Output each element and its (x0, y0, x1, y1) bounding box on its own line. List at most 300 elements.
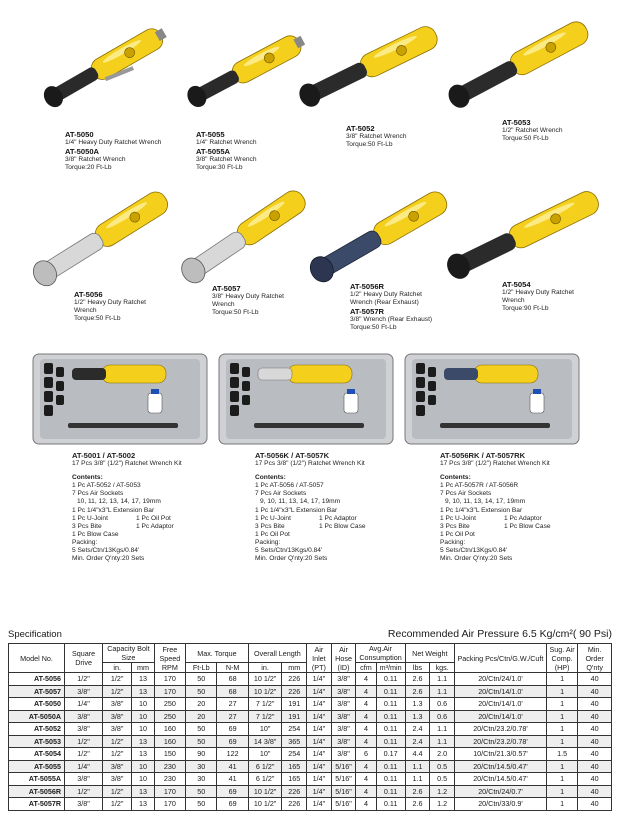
cell-torque-ftlb: 20 (186, 710, 217, 723)
product-torque: Torque:50 Ft-Lb (212, 309, 259, 316)
kit-content-item: 1 Pc Adaptor (136, 522, 174, 530)
cell-drive: 1/4" (65, 760, 103, 773)
cell-packing: 20/Ctn/14/1.0' (455, 685, 547, 698)
kit-content-line: 1 Pc 1/4"x3"L Extension Bar (72, 506, 155, 514)
cell-length-mm: 226 (282, 785, 307, 798)
cell-m3min: 0.11 (376, 698, 405, 711)
cell-packing: 20/Ctn/23.2/0.78' (455, 735, 547, 748)
specification-header (8, 627, 612, 643)
col-length-mm: mm (282, 663, 307, 673)
cell-lbs: 1.1 (405, 760, 430, 773)
kit-content-line: 9, 10, 11, 13, 14, 17, 19mm (445, 498, 526, 506)
kit-content-pair (255, 523, 405, 531)
product-description: 3/8" Ratchet Wrench (65, 156, 126, 163)
cell-comp: 1.5 (546, 748, 577, 761)
cell-speed: 150 (154, 748, 185, 761)
cell-capacity-in: 3/8" (103, 723, 132, 736)
kit-case-image-at-5056k (218, 353, 394, 445)
specification-title: Specification (8, 629, 62, 640)
col-capacity-in: in. (103, 663, 132, 673)
cell-hose: 3/8" (331, 710, 356, 723)
cell-lbs: 2.4 (405, 735, 430, 748)
cell-torque-nm: 41 (217, 773, 248, 786)
model-number: AT-5057 (212, 284, 241, 293)
cell-m3min: 0.11 (376, 760, 405, 773)
cell-torque-ftlb: 30 (186, 760, 217, 773)
ratchet-wrench-image-at-5054 (440, 178, 610, 290)
cell-capacity-mm: 10 (132, 723, 154, 736)
product-description: Wrench (212, 301, 235, 308)
product-description: 1/2" Heavy Duty Ratchet (74, 299, 146, 306)
cell-m3min: 0.11 (376, 735, 405, 748)
kit-content-item: 3 Pcs Bite (72, 522, 102, 530)
kit-content-item: 1 Pc Adaptor (319, 514, 357, 522)
ratchet-wrench-image-at-5050 (30, 8, 180, 123)
kit-content-pair (440, 523, 600, 531)
cell-inlet: 1/4" (307, 698, 332, 711)
cell-min-order: 40 (578, 710, 612, 723)
cell-torque-nm: 69 (217, 735, 248, 748)
table-row (9, 698, 612, 711)
kit-contents-heading: Contents: (255, 474, 286, 482)
table-row (9, 685, 612, 698)
cell-length-in: 10 1/2" (248, 685, 282, 698)
cell-length-mm: 191 (282, 698, 307, 711)
kit-content-pair (440, 515, 600, 523)
specification-table (8, 643, 612, 811)
kit-packing-label: Packing: (255, 538, 281, 546)
cell-length-mm: 165 (282, 760, 307, 773)
product-description: Wrench (Rear Exhaust) (350, 299, 419, 306)
cell-drive: 1/2" (65, 673, 103, 686)
cell-min-order: 40 (578, 773, 612, 786)
kit-min-order: Min. Order Q'nty:20 Sets (72, 555, 145, 563)
kit-content-line: 1 Pc 1/4"x3"L Extension Bar (440, 506, 523, 514)
cell-speed: 160 (154, 723, 185, 736)
cell-comp: 1 (546, 798, 577, 811)
cell-lbs: 1.1 (405, 773, 430, 786)
cell-speed: 230 (154, 760, 185, 773)
cell-torque-ftlb: 50 (186, 735, 217, 748)
cell-kgs: 1.2 (430, 785, 455, 798)
cell-capacity-mm: 13 (132, 748, 154, 761)
cell-lbs: 2.4 (405, 723, 430, 736)
cell-cfm: 4 (356, 785, 376, 798)
kit-content-item: 1 Pc Adaptor (504, 514, 542, 522)
cell-torque-nm: 68 (217, 673, 248, 686)
product-at-5050 (65, 130, 190, 172)
cell-model: AT-5057 (9, 685, 65, 698)
cell-torque-ftlb: 50 (186, 785, 217, 798)
cell-hose: 5/16" (331, 760, 356, 773)
col-consumption: Avg.Air Consumption (356, 644, 405, 663)
cell-comp: 1 (546, 698, 577, 711)
cell-kgs: 1.1 (430, 735, 455, 748)
product-at-5055 (196, 130, 306, 172)
ratchet-wrench-image-at-5053 (440, 6, 600, 124)
cell-min-order: 40 (578, 685, 612, 698)
table-row (9, 748, 612, 761)
kit-subtitle: 17 Pcs 3/8" (1/2") Ratchet Wrench Kit (72, 460, 182, 468)
kit-packing: 5 Sets/Ctn/13Kgs/0.84' (255, 547, 323, 555)
cell-min-order: 40 (578, 698, 612, 711)
cell-torque-ftlb: 30 (186, 773, 217, 786)
cell-lbs: 2.6 (405, 785, 430, 798)
model-number: AT-5052 (346, 124, 375, 133)
cell-speed: 160 (154, 735, 185, 748)
model-number: AT-5053 (502, 118, 531, 127)
cell-packing: 20/Ctn/23.2/0.78' (455, 723, 547, 736)
cell-torque-ftlb: 50 (186, 798, 217, 811)
table-row (9, 798, 612, 811)
cell-comp: 1 (546, 785, 577, 798)
col-weight: Net Weight (405, 644, 454, 663)
cell-capacity-in: 3/8" (103, 773, 132, 786)
cell-torque-ftlb: 50 (186, 673, 217, 686)
kit-content-line: 10, 11, 12, 13, 14, 17, 19mm (77, 498, 161, 506)
cell-packing: 20/Ctn/14.5/0.47' (455, 773, 547, 786)
cell-speed: 170 (154, 685, 185, 698)
cell-capacity-in: 3/8" (103, 760, 132, 773)
cell-packing: 20/Ctn/24/1.0' (455, 673, 547, 686)
model-number: AT-5056R (350, 282, 385, 291)
col-speed: Free Speed RPM (154, 644, 185, 673)
product-description: 1/4" Ratchet Wrench (196, 139, 257, 146)
kit-model-number: AT-5001 / AT-5002 (72, 451, 136, 460)
cell-model: AT-5050A (9, 710, 65, 723)
cell-cfm: 4 (356, 760, 376, 773)
product-description: 1/4" Heavy Duty Ratchet Wrench (65, 139, 162, 146)
cell-capacity-mm: 10 (132, 710, 154, 723)
cell-kgs: 0.5 (430, 773, 455, 786)
cell-length-in: 10 1/2" (248, 798, 282, 811)
cell-cfm: 4 (356, 798, 376, 811)
cell-capacity-mm: 13 (132, 673, 154, 686)
cell-packing: 20/Ctn/14.5/0.47' (455, 760, 547, 773)
product-torque: Torque:30 Ft-Lb (196, 164, 243, 171)
kit-content-pair (72, 523, 222, 531)
product-at-5053 (502, 118, 612, 143)
kit-content-item: 1 Pc Oil Pot (136, 514, 171, 522)
cell-hose: 5/16" (331, 785, 356, 798)
cell-m3min: 0.11 (376, 710, 405, 723)
cell-cfm: 4 (356, 673, 376, 686)
table-row (9, 785, 612, 798)
cell-comp: 1 (546, 723, 577, 736)
cell-min-order: 40 (578, 785, 612, 798)
cell-capacity-mm: 13 (132, 798, 154, 811)
cell-cfm: 4 (356, 698, 376, 711)
cell-cfm: 4 (356, 735, 376, 748)
kit-at-5001 (72, 452, 222, 563)
cell-capacity-in: 1/2" (103, 798, 132, 811)
cell-drive: 3/8" (65, 773, 103, 786)
kit-min-order: Min. Order Q'nty:20 Sets (255, 555, 328, 563)
kit-case-image-at-5001 (32, 353, 208, 445)
recommended-air-pressure: Recommended Air Pressure 6.5 Kg/cm²( 90 Psi) (387, 628, 612, 640)
cell-packing: 20/Ctn/24/0.7' (455, 785, 547, 798)
kit-content-line: 9, 10, 11, 13, 14, 17, 19mm (260, 498, 341, 506)
cell-length-in: 7 1/2" (248, 698, 282, 711)
kit-content-line: 1 Pc Oil Pot (255, 530, 290, 538)
table-row (9, 735, 612, 748)
cell-m3min: 0.11 (376, 673, 405, 686)
cell-length-mm: 191 (282, 710, 307, 723)
kit-content-line: 7 Pcs Air Sockets (255, 490, 307, 498)
cell-length-mm: 226 (282, 685, 307, 698)
col-drive: Square Drive (65, 644, 103, 673)
product-description: 3/8" Heavy Duty Ratchet (212, 293, 284, 300)
kit-content-line: 1 Pc AT-5052 / AT-5053 (72, 482, 141, 490)
cell-kgs: 2.0 (430, 748, 455, 761)
cell-min-order: 40 (578, 673, 612, 686)
cell-length-mm: 254 (282, 748, 307, 761)
cell-comp: 1 (546, 673, 577, 686)
cell-hose: 3/8" (331, 673, 356, 686)
cell-kgs: 1.1 (430, 723, 455, 736)
cell-drive: 3/8" (65, 685, 103, 698)
cell-hose: 3/8" (331, 723, 356, 736)
col-capacity-mm: mm (132, 663, 154, 673)
cell-cfm: 4 (356, 723, 376, 736)
kit-content-item: 1 Pc U-Joint (440, 514, 476, 522)
cell-packing: 20/Ctn/33/0.9' (455, 798, 547, 811)
col-torque-ftlb: Ft-Lb (186, 663, 217, 673)
col-torque: Max. Torque (186, 644, 249, 663)
cell-model: AT-5052 (9, 723, 65, 736)
cell-hose: 5/16" (331, 773, 356, 786)
cell-m3min: 0.11 (376, 785, 405, 798)
kit-content-item: 1 Pc U-Joint (72, 514, 108, 522)
table-row (9, 723, 612, 736)
cell-speed: 230 (154, 773, 185, 786)
cell-torque-ftlb: 90 (186, 748, 217, 761)
col-hose: Air Hose (ID) (331, 644, 356, 673)
cell-inlet: 1/4" (307, 673, 332, 686)
col-model: Model No. (9, 644, 65, 673)
cell-speed: 170 (154, 785, 185, 798)
specification-table-body (9, 673, 612, 811)
product-description: 3/8" Ratchet Wrench (346, 133, 407, 140)
cell-kgs: 1.1 (430, 673, 455, 686)
cell-packing: 20/Ctn/14/1.0' (455, 698, 547, 711)
cell-model: AT-5055A (9, 773, 65, 786)
cell-lbs: 1.3 (405, 698, 430, 711)
cell-capacity-in: 1/2" (103, 785, 132, 798)
cell-model: AT-5054 (9, 748, 65, 761)
cell-model: AT-5057R (9, 798, 65, 811)
cell-speed: 250 (154, 710, 185, 723)
cell-drive: 1/2" (65, 735, 103, 748)
kit-case-image-at-5056rk (404, 353, 580, 445)
kit-content-pair (72, 515, 222, 523)
cell-kgs: 0.6 (430, 698, 455, 711)
kit-min-order: Min. Order Q'nty:20 Sets (440, 555, 513, 563)
cell-hose: 5/16" (331, 798, 356, 811)
cell-length-mm: 226 (282, 673, 307, 686)
table-row (9, 760, 612, 773)
product-at-5054 (502, 280, 612, 313)
col-comp: Sug. Air Comp. (HP) (546, 644, 577, 673)
cell-capacity-in: 1/2" (103, 748, 132, 761)
cell-m3min: 0.11 (376, 773, 405, 786)
col-length-in: in. (248, 663, 282, 673)
model-number: AT-5050 (65, 130, 94, 139)
kit-at-5056rk (440, 452, 600, 563)
cell-hose: 3/8" (331, 748, 356, 761)
cell-torque-ftlb: 50 (186, 685, 217, 698)
cell-drive: 1/2" (65, 785, 103, 798)
model-number: AT-5057R (350, 307, 385, 316)
ratchet-wrench-image-at-5052 (292, 10, 447, 122)
cell-inlet: 1/4" (307, 748, 332, 761)
cell-lbs: 2.6 (405, 798, 430, 811)
product-description: 1/2" Heavy Duty Ratchet (502, 289, 574, 296)
cell-capacity-mm: 13 (132, 685, 154, 698)
col-capacity: Capacity Bolt Size (103, 644, 155, 663)
cell-cfm: 4 (356, 710, 376, 723)
kit-model-number: AT-5056K / AT-5057K (255, 451, 330, 460)
cell-length-mm: 365 (282, 735, 307, 748)
kit-content-line: 1 Pc AT-5057R / AT-5056R (440, 482, 519, 490)
product-description: 3/8" Ratchet Wrench (196, 156, 257, 163)
cell-torque-nm: 69 (217, 723, 248, 736)
table-row (9, 710, 612, 723)
cell-min-order: 40 (578, 798, 612, 811)
kit-packing: 5 Sets/Ctn/13Kgs/0.84' (72, 547, 140, 555)
cell-lbs: 4.4 (405, 748, 430, 761)
product-at-5052 (346, 124, 456, 149)
kit-content-item: 1 Pc Blow Case (319, 522, 366, 530)
product-at-5056r (350, 282, 465, 342)
kit-subtitle: 17 Pcs 3/8" (1/2") Ratchet Wrench Kit (440, 460, 550, 468)
cell-kgs: 1.1 (430, 685, 455, 698)
cell-inlet: 1/4" (307, 685, 332, 698)
cell-model: AT-5055 (9, 760, 65, 773)
cell-capacity-mm: 10 (132, 760, 154, 773)
cell-lbs: 2.6 (405, 673, 430, 686)
cell-torque-nm: 41 (217, 760, 248, 773)
kit-content-item: 1 Pc U-Joint (255, 514, 291, 522)
cell-torque-nm: 68 (217, 685, 248, 698)
product-torque: Torque:20 Ft-Lb (65, 164, 112, 171)
cell-model: AT-5050 (9, 698, 65, 711)
product-at-5056 (74, 290, 184, 323)
cell-kgs: 0.6 (430, 710, 455, 723)
cell-m3min: 0.17 (376, 748, 405, 761)
cell-torque-ftlb: 20 (186, 698, 217, 711)
product-description: Wrench (502, 297, 525, 304)
cell-cfm: 4 (356, 685, 376, 698)
product-description: 1/2" Heavy Duty Ratchet (350, 291, 422, 298)
cell-model: AT-5053 (9, 735, 65, 748)
cell-capacity-mm: 10 (132, 698, 154, 711)
cell-comp: 1 (546, 760, 577, 773)
cell-cfm: 6 (356, 748, 376, 761)
model-number: AT-5050A (65, 147, 100, 156)
cell-inlet: 1/4" (307, 773, 332, 786)
cell-packing: 20/Ctn/14/1.0' (455, 710, 547, 723)
cell-torque-ftlb: 50 (186, 723, 217, 736)
cell-lbs: 2.6 (405, 685, 430, 698)
cell-min-order: 40 (578, 723, 612, 736)
cell-kgs: 0.5 (430, 760, 455, 773)
kit-packing-label: Packing: (440, 538, 466, 546)
kit-content-line: 1 Pc Blow Case (72, 530, 119, 538)
kit-content-line: 1 Pc Oil Pot (440, 530, 475, 538)
col-lbs: lbs (405, 663, 430, 673)
cell-inlet: 1/4" (307, 798, 332, 811)
cell-drive: 3/8" (65, 710, 103, 723)
cell-hose: 3/8" (331, 735, 356, 748)
cell-m3min: 0.11 (376, 685, 405, 698)
kit-content-line: 7 Pcs Air Sockets (440, 490, 492, 498)
kit-contents-heading: Contents: (72, 474, 103, 482)
model-number: AT-5055 (196, 130, 225, 139)
cell-inlet: 1/4" (307, 723, 332, 736)
cell-drive: 3/8" (65, 723, 103, 736)
col-min-order: Min. Order Q'nty (578, 644, 612, 673)
cell-capacity-in: 1/2" (103, 735, 132, 748)
kit-subtitle: 17 Pcs 3/8" (1/2") Ratchet Wrench Kit (255, 460, 365, 468)
cell-inlet: 1/4" (307, 760, 332, 773)
table-row (9, 673, 612, 686)
cell-length-in: 10" (248, 723, 282, 736)
cell-min-order: 40 (578, 748, 612, 761)
kit-content-item: 1 Pc Blow Case (504, 522, 551, 530)
col-length: Overall Length (248, 644, 306, 663)
cell-speed: 170 (154, 798, 185, 811)
cell-comp: 1 (546, 685, 577, 698)
col-kgs: kgs. (430, 663, 455, 673)
col-m3min: m³/min (376, 663, 405, 673)
col-inlet: Air Inlet (PT) (307, 644, 332, 673)
cell-torque-nm: 27 (217, 698, 248, 711)
ratchet-wrench-image-at-5057 (170, 180, 320, 292)
kit-content-line: 1 Pc 1/4"x3"L Extension Bar (255, 506, 338, 514)
cell-min-order: 40 (578, 735, 612, 748)
cell-hose: 3/8" (331, 698, 356, 711)
cell-length-in: 10 1/2" (248, 673, 282, 686)
cell-kgs: 1.2 (430, 798, 455, 811)
cell-min-order: 40 (578, 760, 612, 773)
ratchet-wrench-image-at-5056r (300, 180, 460, 292)
product-torque: Torque:90 Ft-Lb (502, 305, 549, 312)
cell-torque-nm: 69 (217, 798, 248, 811)
cell-length-in: 7 1/2" (248, 710, 282, 723)
product-torque: Torque:50 Ft-Lb (350, 324, 397, 331)
cell-inlet: 1/4" (307, 735, 332, 748)
cell-speed: 250 (154, 698, 185, 711)
table-row (9, 773, 612, 786)
cell-drive: 3/8" (65, 798, 103, 811)
product-description: 3/8" Wrench (Rear Exhaust) (350, 316, 433, 323)
cell-comp: 1 (546, 710, 577, 723)
cell-capacity-in: 1/2" (103, 685, 132, 698)
kit-model-number: AT-5056RK / AT-5057RK (440, 451, 526, 460)
col-packing: Packing Pcs/Ctn/G.W./Cuft (455, 644, 547, 673)
cell-length-in: 6 1/2" (248, 760, 282, 773)
cell-model: AT-5056 (9, 673, 65, 686)
kit-packing: 5 Sets/Ctn/13Kgs/0.84' (440, 547, 508, 555)
model-number: AT-5056 (74, 290, 103, 299)
cell-drive: 1/4" (65, 698, 103, 711)
cell-lbs: 1.3 (405, 710, 430, 723)
cell-packing: 10/Ctn/21.3/0.57' (455, 748, 547, 761)
cell-capacity-in: 3/8" (103, 710, 132, 723)
cell-drive: 1/2" (65, 748, 103, 761)
cell-cfm: 4 (356, 773, 376, 786)
